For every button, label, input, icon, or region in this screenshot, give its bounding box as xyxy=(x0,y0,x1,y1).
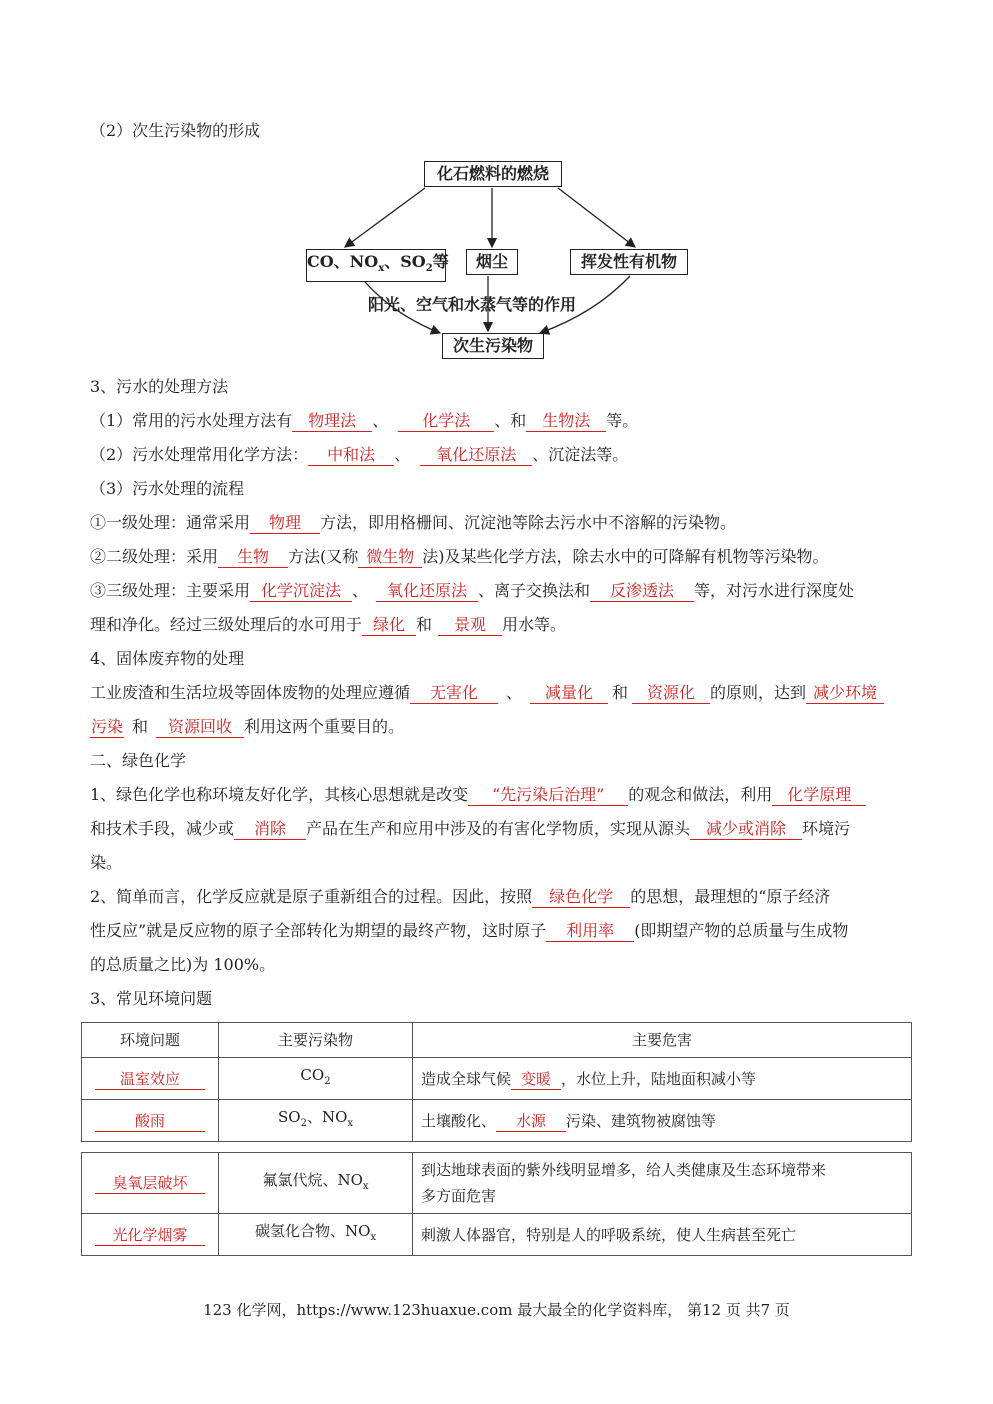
green-chem-p2-line-3: 的总质量之比)为 100%。 xyxy=(90,955,276,974)
env-issues-table-2 xyxy=(81,1152,912,1256)
blank-greening: 绿化 xyxy=(362,615,416,636)
blank-redox: 氧化还原法 xyxy=(420,445,532,466)
blank-primary: 物理 xyxy=(250,513,320,534)
pollutant-cell: $CO_2$ xyxy=(219,1058,413,1100)
blank-chem-principle: 化学原理 xyxy=(772,785,866,806)
blank-utilization: 利用率 xyxy=(546,921,634,942)
arrow-to-gases xyxy=(345,188,425,247)
env-issues-table-1 xyxy=(81,1022,912,1142)
blank-warming: 变暖 xyxy=(511,1069,561,1090)
pollutant-cell: $SO_2$、$NO_x$ xyxy=(219,1100,413,1142)
blank-reduce-pollution: 减少环境 xyxy=(806,683,884,704)
process-title: （3）污水处理的流程 xyxy=(90,479,245,498)
green-chem-p1-line-3: 染。 xyxy=(90,853,123,872)
arrow-to-organics xyxy=(558,188,635,247)
box-volatile-organics: 挥发性有机物 xyxy=(570,249,688,275)
harm-cell: 造成全球气候 变暖 ，水位上升，陆地面积减小等 xyxy=(413,1058,912,1100)
page-footer: 123 化学网，https://www.123huaxue.com 最大最全的化学资料库， 第12 页 共7 页 xyxy=(203,1301,790,1319)
solid-waste-title: 4、固体废弃物的处理 xyxy=(90,649,245,668)
header-issue: 环境问题 xyxy=(82,1023,219,1058)
blank-microbial: 微生物 xyxy=(358,547,422,568)
green-chem-p1-line-1: 1、绿色化学也称环境友好化学，其核心思想就是改变 “先污染后治理” 的观念和做法，利用 化学原理 xyxy=(90,784,866,806)
blank-chemical-method: 化学法 xyxy=(398,411,494,432)
green-chem-p2-line-1: 2、简单而言，化学反应就是原子重新组合的过程。因此，按照 绿色化学 的思想，最理想的“原子经济 xyxy=(90,887,831,906)
solid-waste-line-2: 污染 和 资源回收 利用这两个重要目的。 xyxy=(90,717,405,736)
chemical-methods-line: （2）污水处理常用化学方法： 中和法 、 氧化还原法 、沉淀法等。 xyxy=(90,445,629,464)
pollutant-cell: 氟氯代烷、$NO_x$ xyxy=(219,1153,413,1214)
env-issues-title: 3、常见环境问题 xyxy=(90,989,213,1008)
blank-ozone: 臭氧层破坏 xyxy=(95,1173,205,1194)
pollutant-cell: 碳氢化合物、$NO_x$ xyxy=(219,1214,413,1256)
blank-greenhouse: 温室效应 xyxy=(95,1069,205,1090)
harm-cell: 到达地球表面的紫外线明显增多，给人类健康及生态环境带来 多方面危害 xyxy=(413,1153,912,1214)
blank-smog: 光化学烟雾 xyxy=(95,1225,205,1246)
header-pollutant: 主要污染物 xyxy=(219,1023,413,1058)
diagram-condition-label: 阳光、空气和水蒸气等的作用 xyxy=(368,295,577,314)
blank-landscape: 景观 xyxy=(438,615,502,636)
sewage-title: 3、污水的处理方法 xyxy=(90,377,229,396)
box-fossil-fuel: 化石燃料的燃烧 xyxy=(424,161,562,187)
blank-chem-precip: 化学沉淀法 xyxy=(250,581,352,602)
table-row xyxy=(82,1100,912,1142)
secondary-treatment-line: ②二级处理：采用 生物 方法(又称 微生物 法)及某些化学方法，除去水中的可降解有机物等污染物。 xyxy=(90,547,829,566)
blank-pollute-first: “先污染后治理” xyxy=(468,785,628,806)
blank-redox-2: 氧化还原法 xyxy=(376,581,478,602)
box-gaseous-pollutants: CO、$NO_x$、$SO_2$等 xyxy=(306,249,446,282)
blank-reverse-osmosis: 反渗透法 xyxy=(590,581,694,602)
blank-recycling: 资源回收 xyxy=(156,717,244,738)
table-row xyxy=(82,1058,912,1100)
green-chem-p2-line-2: 性反应”就是反应物的原子全部转化为期望的最终产物，这时原子 利用率 (即期望产物的总质量与生成物 xyxy=(90,921,849,940)
blank-physical-method: 物理法 xyxy=(292,411,372,432)
table-header-row xyxy=(82,1023,912,1058)
blank-eliminate: 消除 xyxy=(234,819,306,840)
blank-pollution: 污染 xyxy=(90,717,123,736)
blank-harmless: 无害化 xyxy=(410,683,498,704)
solid-waste-line-1: 工业废渣和生活垃圾等固体废物的处理应遵循 无害化 、 减量化 和 资源化 的原则，达到 减少环境 xyxy=(90,682,884,704)
blank-neutralization: 中和法 xyxy=(308,445,394,466)
table-row xyxy=(82,1214,912,1256)
blank-reduce-or-eliminate: 减少或消除 xyxy=(690,819,802,840)
box-secondary-pollutants: 次生污染物 xyxy=(442,333,544,359)
box-smoke-dust: 烟尘 xyxy=(466,249,518,275)
blank-green-chem: 绿色化学 xyxy=(532,887,630,908)
header-harm: 主要危害 xyxy=(413,1023,912,1058)
primary-treatment-line: ①一级处理：通常采用 物理 方法，即用格栅间、沉淀池等除去污水中不溶解的污染物。 xyxy=(90,513,737,532)
blank-resource: 资源化 xyxy=(632,683,710,704)
tertiary-treatment-line-2: 理和净化。经过三级处理后的水可用于 绿化 和 景观 用水等。 xyxy=(90,615,567,634)
pollutant-formation-diagram xyxy=(300,155,700,365)
harm-cell: 刺激人体器官，特别是人的呼吸系统，使人生病甚至死亡 xyxy=(413,1214,912,1256)
tertiary-treatment-line: ③三级处理：主要采用 化学沉淀法 、 氧化还原法 、离子交换法和 反渗透法 等，对污水进行深度处 xyxy=(90,581,855,600)
blank-secondary: 生物 xyxy=(218,547,288,568)
green-chem-p1-line-2: 和技术手段，减少或 消除 产品在生产和应用中涉及的有害化学物质，实现从源头 减少或消除 环境污 xyxy=(90,819,851,838)
blank-reduction: 减量化 xyxy=(530,683,608,704)
green-chem-title: 二、绿色化学 xyxy=(90,751,187,770)
harm-cell: 土壤酸化、 水源 污染、建筑物被腐蚀等 xyxy=(413,1100,912,1142)
sewage-methods-line: （1）常用的污水处理方法有 物理法 、 化学法 、和 生物法 等。 xyxy=(90,411,639,430)
table-row xyxy=(82,1153,912,1214)
blank-water-source: 水源 xyxy=(496,1111,566,1132)
blank-acid-rain: 酸雨 xyxy=(95,1111,205,1132)
blank-biological-method: 生物法 xyxy=(526,411,606,432)
section-heading: （2）次生污染物的形成 xyxy=(90,121,261,140)
